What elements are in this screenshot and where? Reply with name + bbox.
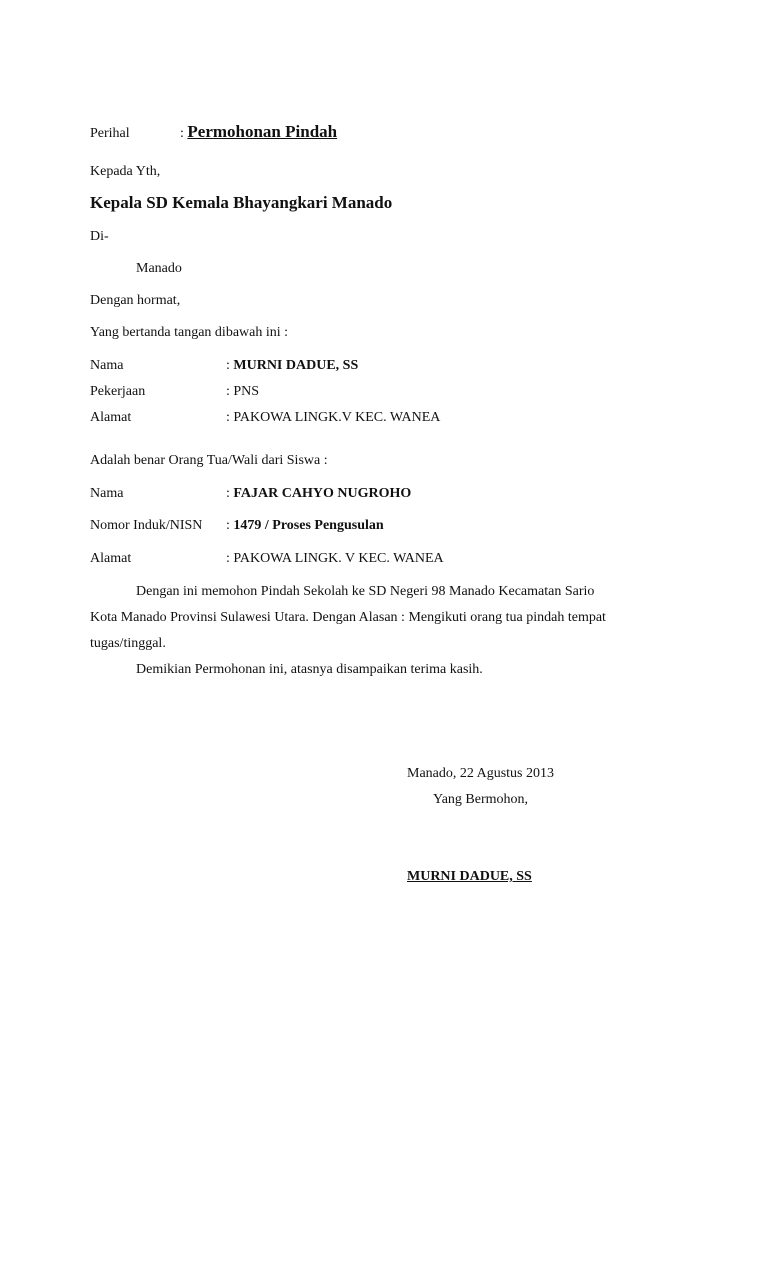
subject-colon: : <box>180 126 184 141</box>
parent-pekerjaan-label: Pekerjaan <box>90 384 146 399</box>
recipient-greeting: Kepada Yth, <box>90 164 161 179</box>
opening-salutation: Dengan hormat, <box>90 293 181 308</box>
parent-nama-field <box>226 357 358 375</box>
signature-place-date: Manado, 22 Agustus 2013 <box>407 766 554 781</box>
student-nama-colon: : <box>226 486 230 501</box>
student-intro: Adalah benar Orang Tua/Wali dari Siswa : <box>90 453 328 468</box>
recipient-city: Manado <box>136 261 182 276</box>
student-nisn-label: Nomor Induk/NISN <box>90 518 203 533</box>
parent-pekerjaan-value: : PNS <box>226 384 260 399</box>
subject-label: Perihal <box>90 126 130 141</box>
body-line-3: tugas/tinggal. <box>90 636 166 651</box>
signature-role: Yang Bermohon, <box>433 792 529 807</box>
parent-nama-value: MURNI DADUE, SS <box>233 358 359 373</box>
parent-alamat-label: Alamat <box>90 410 132 425</box>
body-line-1: Dengan ini memohon Pindah Sekolah ke SD Negeri 98 Manado Kecamatan Sario <box>136 584 595 599</box>
parent-nama-colon: : <box>226 358 230 373</box>
parent-alamat-value: : PAKOWA LINGK.V KEC. WANEA <box>226 410 441 425</box>
subject-value-group <box>180 123 337 143</box>
student-nisn-field <box>226 517 384 535</box>
recipient-name: Kepala SD Kemala Bhayangkari Manado <box>90 193 393 212</box>
student-alamat-value: : PAKOWA LINGK. V KEC. WANEA <box>226 551 444 566</box>
student-nama-label: Nama <box>90 486 124 501</box>
student-nama-field <box>226 485 411 503</box>
intro-text: Yang bertanda tangan dibawah ini : <box>90 325 289 340</box>
student-nama-value: FAJAR CAHYO NUGROHO <box>233 486 412 501</box>
student-alamat-label: Alamat <box>90 551 132 566</box>
subject-value: Permohonan Pindah <box>187 122 338 141</box>
body-line-2: Kota Manado Provinsi Sulawesi Utara. Dengan Alasan : Mengikuti orang tua pindah tempat <box>90 610 606 625</box>
parent-nama-label: Nama <box>90 358 124 373</box>
closing-text: Demikian Permohonan ini, atasnya disampaikan terima kasih. <box>136 662 483 677</box>
student-nisn-colon: : <box>226 518 230 533</box>
signature-name: MURNI DADUE, SS <box>407 869 532 884</box>
recipient-di: Di- <box>90 229 109 244</box>
subject-row <box>90 125 130 143</box>
student-nisn-value: 1479 / Proses Pengusulan <box>233 518 384 533</box>
